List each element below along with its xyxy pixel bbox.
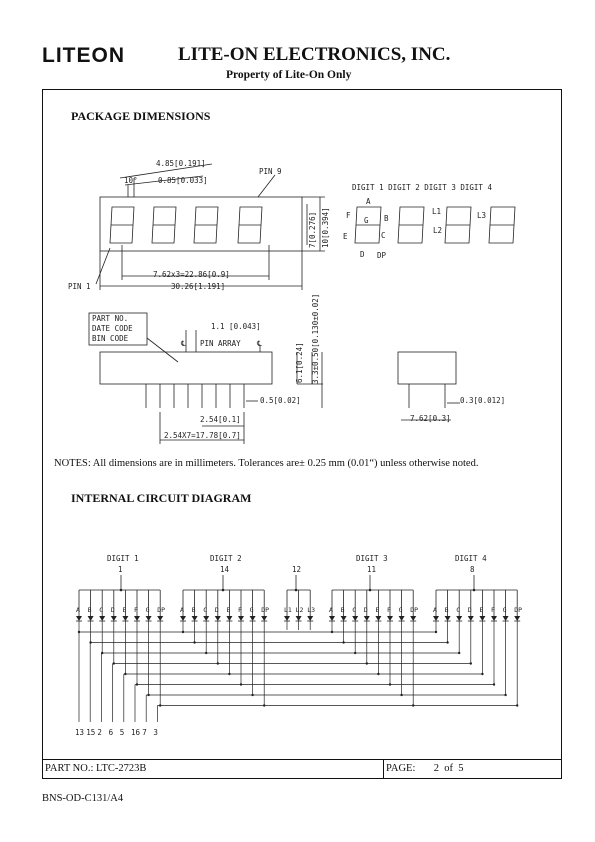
led-diode-icon bbox=[261, 616, 267, 621]
segment-label: DP bbox=[410, 606, 419, 614]
bus-junction bbox=[412, 704, 414, 706]
l3-label: L3 bbox=[477, 211, 487, 220]
dim-height-7: 7[0.276] bbox=[308, 211, 317, 248]
led-diode-icon bbox=[157, 616, 163, 621]
segment-label: F bbox=[134, 606, 138, 614]
led-diode-icon bbox=[296, 616, 302, 621]
led-diode-icon bbox=[364, 616, 370, 621]
pin-number: 7 bbox=[142, 728, 147, 737]
digit1-label: DIGIT 1 bbox=[107, 554, 139, 563]
segment-label: D bbox=[214, 606, 219, 614]
led-diode-icon bbox=[479, 616, 485, 621]
led-diode-icon bbox=[122, 616, 128, 621]
bus-junction bbox=[263, 704, 265, 706]
page-label: PAGE: bbox=[386, 763, 416, 774]
company-name: LITE-ON ELECTRONICS, INC. bbox=[178, 44, 451, 65]
circuit-diagram-title: INTERNAL CIRCUIT DIAGRAM bbox=[71, 491, 252, 505]
led-diode-icon bbox=[226, 616, 232, 621]
pin-number: 16 bbox=[131, 728, 141, 737]
led-diode-icon bbox=[341, 616, 347, 621]
bus-junction bbox=[369, 589, 372, 592]
pin-number: 15 bbox=[86, 728, 96, 737]
dim-3-3: 3.3±0.50[0.130±0.02] bbox=[311, 293, 320, 384]
segment-label: E bbox=[375, 606, 380, 614]
segment-label: C bbox=[203, 606, 208, 614]
bus-junction bbox=[389, 683, 391, 685]
bus-junction bbox=[159, 704, 161, 706]
led-diode-icon bbox=[433, 616, 439, 621]
document-code: BNS-OD-C131/A4 bbox=[42, 793, 124, 804]
segment-label: C bbox=[456, 606, 461, 614]
segment-label: D bbox=[363, 606, 368, 614]
seg-g-label: G bbox=[364, 216, 369, 225]
led-diode-icon bbox=[215, 616, 221, 621]
l1-label: L1 bbox=[432, 207, 442, 216]
segment-label: E bbox=[479, 606, 484, 614]
led-diode-icon bbox=[88, 616, 94, 621]
package-dimensions-title: PACKAGE DIMENSIONS bbox=[71, 109, 211, 123]
seg-dp-label: DP bbox=[377, 251, 387, 260]
segment-label: D bbox=[467, 606, 472, 614]
dim-2-54: 2.54[0.1] bbox=[200, 415, 241, 424]
cl-left: ℄ bbox=[181, 339, 186, 348]
led-diode-icon bbox=[503, 616, 509, 621]
led-diode-icon bbox=[180, 616, 186, 621]
notes-text: NOTES: All dimensions are in millimeters. Tolerances are± 0.25 mm (0.01“) unless otherwise noted. bbox=[54, 458, 479, 469]
segment-label: F bbox=[387, 606, 391, 614]
pin-array-label: PIN ARRAY bbox=[200, 339, 241, 348]
led-diode-icon bbox=[387, 616, 393, 621]
segment-label: E bbox=[226, 606, 231, 614]
segment-label: D bbox=[110, 606, 115, 614]
bus-junction bbox=[331, 631, 333, 633]
segment-label: A bbox=[329, 606, 333, 614]
segment-label: A bbox=[180, 606, 184, 614]
bus-junction bbox=[504, 694, 506, 696]
bus-junction bbox=[400, 694, 402, 696]
seg-d-label: D bbox=[360, 250, 365, 259]
footer-divider bbox=[42, 759, 562, 760]
led-diode-icon bbox=[468, 616, 474, 621]
segment-label: C bbox=[99, 606, 104, 614]
segment-label: L2 bbox=[295, 606, 304, 614]
segment-label: A bbox=[76, 606, 80, 614]
bus-junction bbox=[222, 589, 225, 592]
bus-junction bbox=[516, 704, 518, 706]
seg-a-label: A bbox=[366, 197, 371, 206]
seg-b-label: B bbox=[384, 214, 389, 223]
bus-junction bbox=[473, 589, 476, 592]
segment-label: G bbox=[249, 606, 254, 614]
led-diode-icon bbox=[250, 616, 256, 621]
digit2-label: DIGIT 2 bbox=[210, 554, 242, 563]
segment-label: B bbox=[340, 606, 345, 614]
page-value: 2 of 5 bbox=[433, 763, 464, 774]
l2-label: L2 bbox=[433, 226, 443, 235]
bus-junction bbox=[458, 652, 460, 654]
led-diode-icon bbox=[307, 616, 313, 621]
liteon-logo: LITEON bbox=[42, 44, 125, 67]
segment-label: C bbox=[352, 606, 357, 614]
pin-number: 13 bbox=[75, 728, 85, 737]
page-number bbox=[386, 763, 464, 774]
bus-junction bbox=[120, 589, 123, 592]
segment-label: DP bbox=[514, 606, 523, 614]
part-number: PART NO.: LTC-2723B bbox=[45, 763, 147, 774]
digits-label: DIGIT 1 DIGIT 2 DIGIT 3 DIGIT 4 bbox=[352, 183, 492, 192]
dim-0-5: 0.5[0.02] bbox=[260, 396, 301, 405]
bus-junction bbox=[295, 589, 298, 592]
pin9-label: PIN 9 bbox=[259, 167, 282, 176]
led-diode-icon bbox=[514, 616, 520, 621]
dim-1-1: 1.1 [0.043] bbox=[211, 322, 261, 331]
digit3-pin: 11 bbox=[367, 565, 377, 574]
led-diode-icon bbox=[134, 616, 140, 621]
bus-junction bbox=[354, 652, 356, 654]
digit2-pin: 14 bbox=[220, 565, 230, 574]
segment-label: DP bbox=[157, 606, 166, 614]
led-diode-icon bbox=[456, 616, 462, 621]
segment-label: L3 bbox=[307, 606, 316, 614]
cl-right: ℄ bbox=[257, 339, 262, 348]
dim-2-54x7: 2.54X7=17.78[0.7] bbox=[164, 431, 241, 440]
l-pin: 12 bbox=[292, 565, 302, 574]
led-diode-icon bbox=[410, 616, 416, 621]
dim-pitch: 7.62x3=22.86[0.9] bbox=[153, 270, 230, 279]
pin-number: 5 bbox=[119, 728, 125, 737]
bus-junction bbox=[251, 694, 253, 696]
led-diode-icon bbox=[238, 616, 244, 621]
segment-label: L1 bbox=[284, 606, 292, 614]
digit1-pin: 1 bbox=[118, 565, 123, 574]
digit3-label: DIGIT 3 bbox=[356, 554, 388, 563]
bus-junction bbox=[136, 683, 138, 685]
dim-4-85: 4.85[0.191] bbox=[156, 159, 206, 168]
footer-vertical-divider bbox=[383, 759, 384, 779]
bus-junction bbox=[228, 673, 230, 675]
bus-junction bbox=[435, 631, 437, 633]
dim-0-3: 0.3[0.012] bbox=[460, 396, 506, 405]
bus-junction bbox=[193, 641, 195, 643]
bus-junction bbox=[446, 641, 448, 643]
pin1-label: PIN 1 bbox=[68, 282, 91, 291]
led-diode-icon bbox=[76, 616, 82, 621]
led-diode-icon bbox=[192, 616, 198, 621]
bus-junction bbox=[113, 662, 115, 664]
pin-number: 2 bbox=[97, 728, 102, 737]
dim-0-85: 0.85[0.033] bbox=[158, 176, 208, 185]
bus-junction bbox=[89, 641, 91, 643]
bus-junction bbox=[217, 662, 219, 664]
segment-label: G bbox=[502, 606, 507, 614]
segment-label: G bbox=[145, 606, 150, 614]
seg-e-label: E bbox=[343, 232, 348, 241]
seg-f-label: F bbox=[346, 211, 351, 220]
bus-junction bbox=[470, 662, 472, 664]
property-notice: Property of Lite-On Only bbox=[226, 69, 352, 81]
dim-7-62: 7.62[0.3] bbox=[410, 414, 451, 423]
dim-6-1: 6.1[0.24] bbox=[295, 342, 304, 383]
partno-line-2: DATE CODE bbox=[92, 324, 133, 333]
bus-junction bbox=[366, 662, 368, 664]
led-diode-icon bbox=[284, 616, 290, 621]
partno-line-1: PART NO. bbox=[92, 314, 129, 323]
led-diode-icon bbox=[375, 616, 381, 621]
led-diode-icon bbox=[445, 616, 451, 621]
segment-label: B bbox=[87, 606, 92, 614]
segment-label: E bbox=[122, 606, 127, 614]
pin-number: 3 bbox=[153, 728, 158, 737]
bus-junction bbox=[240, 683, 242, 685]
segment-label: F bbox=[238, 606, 242, 614]
bus-junction bbox=[481, 673, 483, 675]
led-diode-icon bbox=[329, 616, 335, 621]
bus-junction bbox=[493, 683, 495, 685]
led-diode-icon bbox=[352, 616, 358, 621]
segment-label: B bbox=[444, 606, 449, 614]
segment-label: G bbox=[398, 606, 403, 614]
led-diode-icon bbox=[491, 616, 497, 621]
bus-junction bbox=[182, 631, 184, 633]
digit4-label: DIGIT 4 bbox=[455, 554, 487, 563]
segment-label: DP bbox=[261, 606, 270, 614]
dim-width: 30.26[1.191] bbox=[171, 282, 226, 291]
segment-label: B bbox=[191, 606, 196, 614]
partno-line-3: BIN CODE bbox=[92, 334, 129, 343]
digit4-pin: 8 bbox=[470, 565, 475, 574]
led-diode-icon bbox=[99, 616, 105, 621]
led-diode-icon bbox=[203, 616, 209, 621]
dim-angle: 10° bbox=[124, 176, 138, 185]
pin-number: 6 bbox=[108, 728, 114, 737]
led-diode-icon bbox=[399, 616, 405, 621]
dim-height-10: 10[0.394] bbox=[321, 207, 330, 248]
seg-c-label: C bbox=[381, 231, 386, 240]
bus-junction bbox=[147, 694, 149, 696]
led-diode-icon bbox=[146, 616, 152, 621]
led-diode-icon bbox=[111, 616, 117, 621]
segment-label: F bbox=[491, 606, 495, 614]
bus-junction bbox=[124, 673, 126, 675]
segment-label: A bbox=[433, 606, 437, 614]
bus-junction bbox=[205, 652, 207, 654]
bus-junction bbox=[342, 641, 344, 643]
bus-junction bbox=[377, 673, 379, 675]
